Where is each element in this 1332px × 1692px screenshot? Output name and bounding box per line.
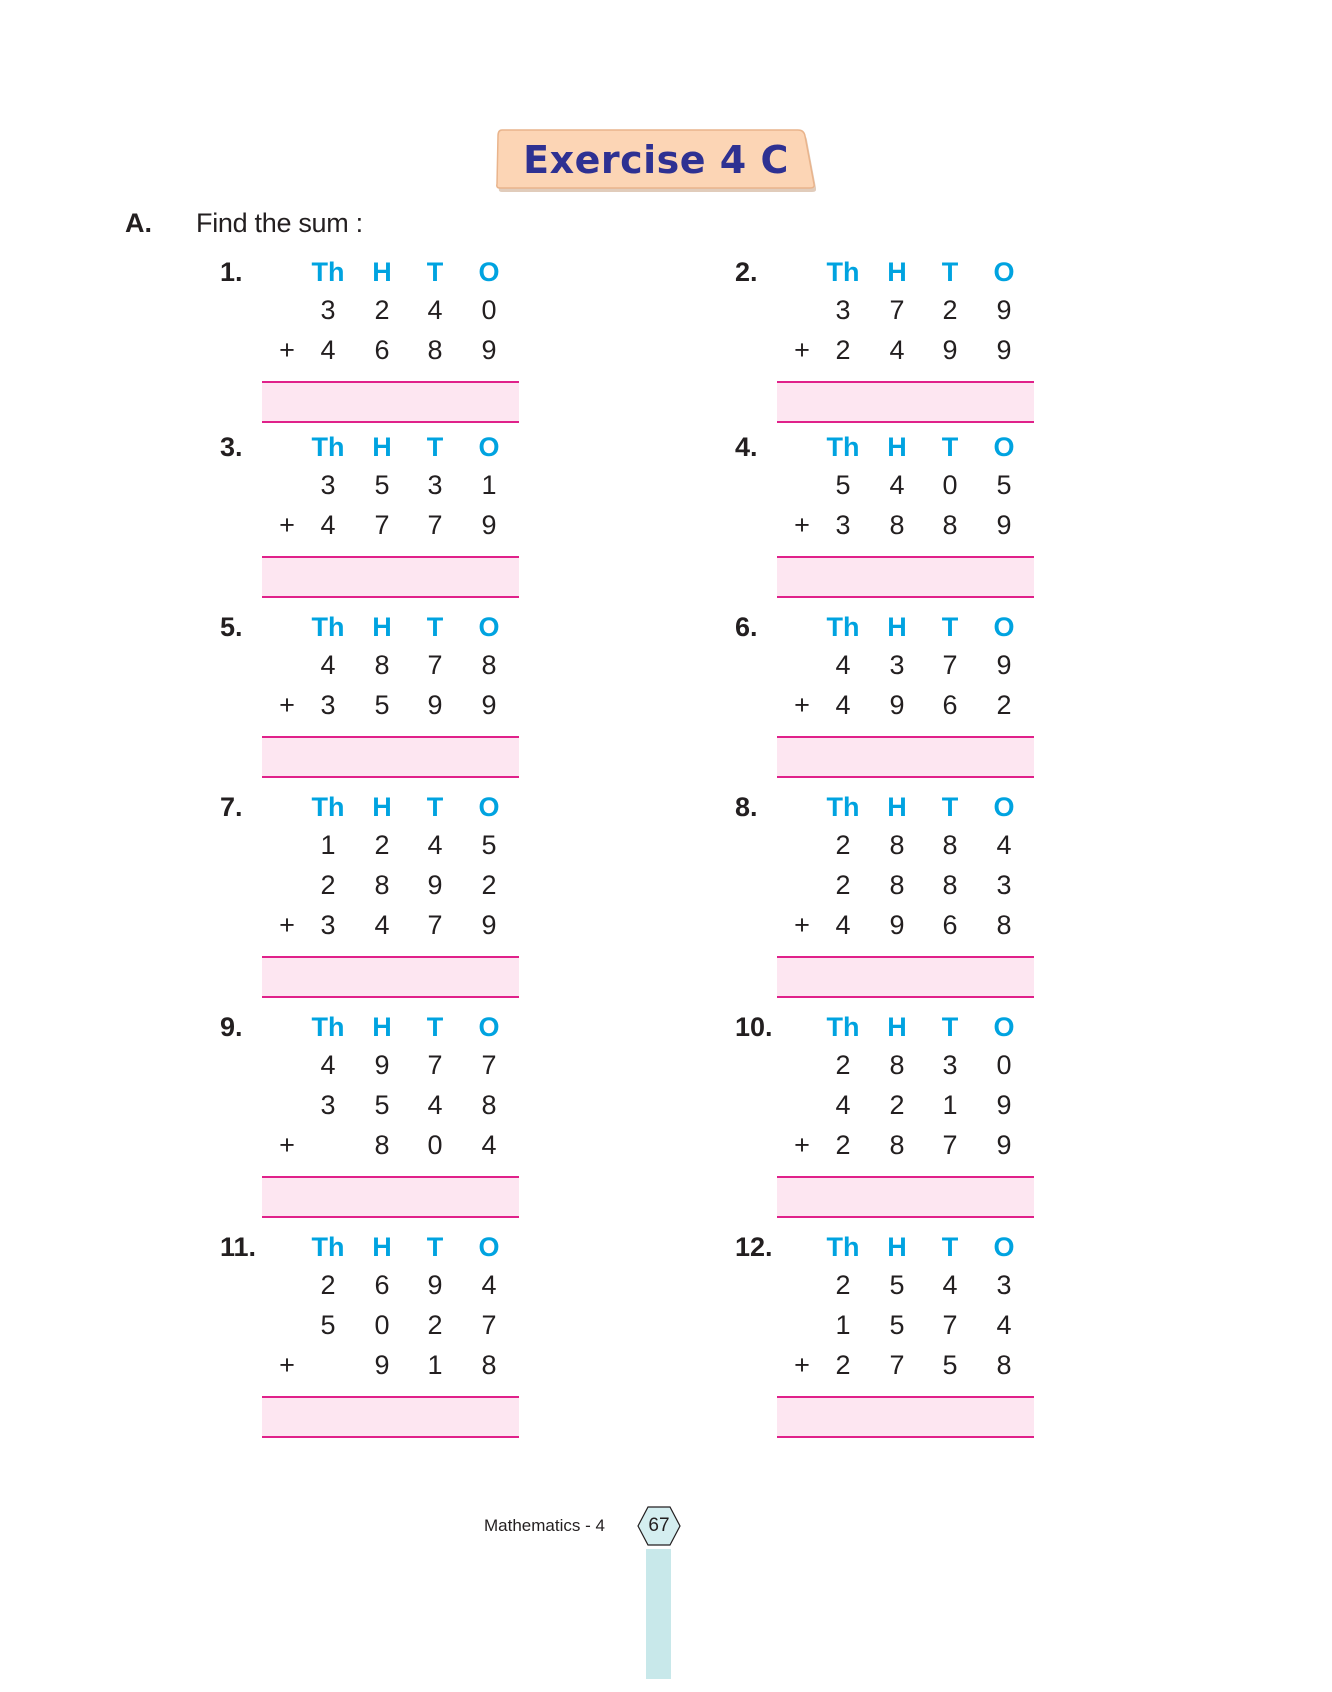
plus-sign: + xyxy=(794,510,810,540)
place-value-header xyxy=(735,430,1215,464)
digit: 9 xyxy=(481,510,497,540)
digit: 9 xyxy=(427,870,443,900)
digit: 1 xyxy=(835,1310,851,1340)
digit: 9 xyxy=(996,510,1012,540)
place-value-label: Th xyxy=(826,612,860,642)
digit: 1 xyxy=(427,1350,443,1380)
addend-row xyxy=(220,868,700,902)
digit: 4 xyxy=(996,830,1012,860)
digit: 4 xyxy=(481,1130,497,1160)
digit: 2 xyxy=(481,870,497,900)
addend-row xyxy=(220,1048,700,1082)
digit: 4 xyxy=(374,910,390,940)
addend-row xyxy=(220,508,700,542)
digit: 3 xyxy=(320,910,336,940)
digit: 3 xyxy=(996,870,1012,900)
place-value-header xyxy=(735,790,1215,824)
digit: 4 xyxy=(427,830,443,860)
answer-box[interactable] xyxy=(777,556,1034,598)
digit: 0 xyxy=(427,1130,443,1160)
digit: 8 xyxy=(374,870,390,900)
digit: 2 xyxy=(835,830,851,860)
digit: 8 xyxy=(481,1350,497,1380)
problem-number: 2. xyxy=(735,257,758,287)
digit: 8 xyxy=(481,650,497,680)
place-value-label: Th xyxy=(826,257,860,287)
place-value-header xyxy=(735,1230,1215,1264)
place-value-header xyxy=(220,1010,700,1044)
digit: 4 xyxy=(427,1090,443,1120)
plus-sign: + xyxy=(279,335,295,365)
plus-sign: + xyxy=(279,690,295,720)
problem-number: 3. xyxy=(220,432,243,462)
digit: 4 xyxy=(320,510,336,540)
place-value-label: H xyxy=(372,432,392,462)
addend-row xyxy=(735,293,1215,327)
plus-sign: + xyxy=(279,1130,295,1160)
problem-number: 11. xyxy=(220,1232,257,1262)
place-value-label: O xyxy=(478,1232,500,1262)
digit: 2 xyxy=(374,830,390,860)
place-value-label: H xyxy=(372,257,392,287)
place-value-label: Th xyxy=(311,432,345,462)
place-value-label: T xyxy=(426,257,444,287)
digit: 2 xyxy=(835,870,851,900)
digit: 9 xyxy=(427,690,443,720)
digit: 4 xyxy=(996,1310,1012,1340)
place-value-label: T xyxy=(941,1012,959,1042)
answer-box[interactable] xyxy=(777,1396,1034,1438)
digit: 7 xyxy=(942,1310,958,1340)
addend-row xyxy=(735,1308,1215,1342)
problem-number: 8. xyxy=(735,792,758,822)
place-value-label: H xyxy=(372,792,392,822)
digit: 4 xyxy=(942,1270,958,1300)
digit: 8 xyxy=(996,1350,1012,1380)
digit: 8 xyxy=(427,335,443,365)
place-value-label: T xyxy=(941,792,959,822)
place-value-label: Th xyxy=(826,792,860,822)
addend-row xyxy=(735,1088,1215,1122)
digit: 9 xyxy=(889,910,905,940)
answer-box[interactable] xyxy=(262,381,519,423)
digit: 7 xyxy=(889,1350,905,1380)
place-value-label: T xyxy=(941,432,959,462)
digit: 8 xyxy=(374,1130,390,1160)
digit: 7 xyxy=(427,910,443,940)
digit: 7 xyxy=(481,1310,497,1340)
digit: 2 xyxy=(835,335,851,365)
digit: 5 xyxy=(889,1310,905,1340)
plus-sign: + xyxy=(794,1130,810,1160)
place-value-label: O xyxy=(478,432,500,462)
place-value-label: O xyxy=(478,612,500,642)
problem-number: 7. xyxy=(220,792,243,822)
plus-sign: + xyxy=(794,690,810,720)
place-value-label: O xyxy=(993,257,1015,287)
digit: 8 xyxy=(374,650,390,680)
digit: 8 xyxy=(942,830,958,860)
digit: 1 xyxy=(320,830,336,860)
digit: 8 xyxy=(481,1090,497,1120)
digit: 5 xyxy=(320,1310,336,1340)
digit: 6 xyxy=(942,910,958,940)
answer-box[interactable] xyxy=(262,556,519,598)
digit: 0 xyxy=(996,1050,1012,1080)
place-value-label: H xyxy=(887,1232,907,1262)
digit: 3 xyxy=(835,295,851,325)
digit: 5 xyxy=(481,830,497,860)
addend-row xyxy=(220,908,700,942)
place-value-label: O xyxy=(478,1012,500,1042)
digit: 2 xyxy=(320,1270,336,1300)
place-value-label: Th xyxy=(311,1232,345,1262)
place-value-label: O xyxy=(478,257,500,287)
digit: 5 xyxy=(374,1090,390,1120)
digit: 4 xyxy=(320,1050,336,1080)
digit: 3 xyxy=(320,690,336,720)
page-number-badge xyxy=(636,1505,682,1547)
digit: 9 xyxy=(889,690,905,720)
addend-row xyxy=(220,1308,700,1342)
place-value-label: O xyxy=(993,792,1015,822)
digit: 8 xyxy=(942,510,958,540)
place-value-label: H xyxy=(887,792,907,822)
addend-row xyxy=(735,908,1215,942)
place-value-label: H xyxy=(887,1012,907,1042)
digit: 9 xyxy=(996,650,1012,680)
digit: 9 xyxy=(427,1270,443,1300)
addend-row xyxy=(735,648,1215,682)
addend-row xyxy=(735,1048,1215,1082)
digit: 7 xyxy=(889,295,905,325)
answer-box[interactable] xyxy=(262,736,519,778)
digit: 9 xyxy=(996,335,1012,365)
digit: 3 xyxy=(320,1090,336,1120)
place-value-label: T xyxy=(426,1012,444,1042)
digit: 5 xyxy=(374,470,390,500)
digit: 3 xyxy=(942,1050,958,1080)
addend-row xyxy=(735,1128,1215,1162)
plus-sign: + xyxy=(279,1350,295,1380)
digit: 1 xyxy=(481,470,497,500)
addend-row xyxy=(735,333,1215,367)
place-value-label: H xyxy=(887,432,907,462)
digit: 1 xyxy=(942,1090,958,1120)
plus-sign: + xyxy=(279,510,295,540)
plus-sign: + xyxy=(279,910,295,940)
digit: 5 xyxy=(374,690,390,720)
digit: 6 xyxy=(942,690,958,720)
place-value-label: Th xyxy=(826,432,860,462)
digit: 4 xyxy=(835,690,851,720)
place-value-header xyxy=(220,255,700,289)
digit: 4 xyxy=(320,650,336,680)
digit: 4 xyxy=(481,1270,497,1300)
digit: 7 xyxy=(427,650,443,680)
problem-number: 9. xyxy=(220,1012,243,1042)
digit: 2 xyxy=(320,870,336,900)
digit: 9 xyxy=(481,690,497,720)
place-value-label: H xyxy=(372,1012,392,1042)
digit: 8 xyxy=(942,870,958,900)
digit: 4 xyxy=(427,295,443,325)
addend-row xyxy=(220,1088,700,1122)
digit: 3 xyxy=(427,470,443,500)
addend-row xyxy=(220,468,700,502)
digit: 3 xyxy=(889,650,905,680)
digit: 3 xyxy=(996,1270,1012,1300)
place-value-label: O xyxy=(993,1012,1015,1042)
digit: 7 xyxy=(374,510,390,540)
place-value-label: H xyxy=(372,1232,392,1262)
problem-number: 4. xyxy=(735,432,758,462)
section-instruction: Find the sum : xyxy=(196,208,363,238)
addend-row xyxy=(735,508,1215,542)
digit: 0 xyxy=(942,470,958,500)
place-value-header xyxy=(735,1010,1215,1044)
place-value-label: O xyxy=(993,432,1015,462)
answer-box[interactable] xyxy=(777,381,1034,423)
digit: 4 xyxy=(835,650,851,680)
addend-row xyxy=(220,293,700,327)
addend-row xyxy=(220,688,700,722)
place-value-label: H xyxy=(372,612,392,642)
digit: 8 xyxy=(889,1050,905,1080)
digit: 9 xyxy=(996,1090,1012,1120)
digit: 5 xyxy=(835,470,851,500)
digit: 9 xyxy=(996,295,1012,325)
plus-sign: + xyxy=(794,335,810,365)
digit: 9 xyxy=(481,910,497,940)
digit: 9 xyxy=(481,335,497,365)
problem-number: 10. xyxy=(735,1012,773,1042)
digit: 8 xyxy=(889,870,905,900)
place-value-label: T xyxy=(941,257,959,287)
place-value-header xyxy=(220,610,700,644)
place-value-header xyxy=(220,790,700,824)
addend-row xyxy=(220,1268,700,1302)
digit: 8 xyxy=(889,510,905,540)
digit: 2 xyxy=(835,1270,851,1300)
place-value-label: T xyxy=(426,1232,444,1262)
digit: 4 xyxy=(889,470,905,500)
digit: 2 xyxy=(835,1050,851,1080)
place-value-label: T xyxy=(426,612,444,642)
digit: 2 xyxy=(374,295,390,325)
digit: 8 xyxy=(889,830,905,860)
addend-row xyxy=(220,333,700,367)
answer-box[interactable] xyxy=(262,956,519,998)
problem-number: 6. xyxy=(735,612,758,642)
page-number: 67 xyxy=(648,1515,670,1536)
digit: 2 xyxy=(889,1090,905,1120)
digit: 3 xyxy=(320,295,336,325)
addend-row xyxy=(220,648,700,682)
digit: 7 xyxy=(481,1050,497,1080)
digit: 2 xyxy=(942,295,958,325)
digit: 0 xyxy=(481,295,497,325)
place-value-label: Th xyxy=(311,257,345,287)
place-value-header xyxy=(220,430,700,464)
addend-row xyxy=(735,868,1215,902)
place-value-label: Th xyxy=(311,792,345,822)
place-value-label: T xyxy=(941,612,959,642)
digit: 7 xyxy=(427,510,443,540)
digit: 8 xyxy=(889,1130,905,1160)
addend-row xyxy=(220,1348,700,1382)
place-value-header xyxy=(735,255,1215,289)
place-value-label: O xyxy=(993,612,1015,642)
digit: 9 xyxy=(996,1130,1012,1160)
digit: 9 xyxy=(942,335,958,365)
place-value-label: T xyxy=(941,1232,959,1262)
digit: 4 xyxy=(835,1090,851,1120)
place-value-label: T xyxy=(426,792,444,822)
digit: 8 xyxy=(996,910,1012,940)
place-value-label: H xyxy=(887,257,907,287)
section-label: A. xyxy=(125,208,152,238)
digit: 3 xyxy=(835,510,851,540)
place-value-label: Th xyxy=(826,1012,860,1042)
digit: 2 xyxy=(427,1310,443,1340)
digit: 7 xyxy=(942,650,958,680)
digit: 6 xyxy=(374,1270,390,1300)
digit: 2 xyxy=(835,1350,851,1380)
place-value-label: O xyxy=(478,792,500,822)
digit: 0 xyxy=(374,1310,390,1340)
answer-box[interactable] xyxy=(777,736,1034,778)
answer-box[interactable] xyxy=(262,1176,519,1218)
addend-row xyxy=(735,688,1215,722)
place-value-label: Th xyxy=(826,1232,860,1262)
problem-number: 12. xyxy=(735,1232,773,1262)
footer-book-title: Mathematics - 4 xyxy=(484,1516,605,1535)
place-value-label: T xyxy=(426,432,444,462)
exercise-title: Exercise 4 C xyxy=(523,138,789,182)
digit: 5 xyxy=(889,1270,905,1300)
digit: 9 xyxy=(374,1050,390,1080)
digit: 2 xyxy=(996,690,1012,720)
addend-row xyxy=(735,468,1215,502)
place-value-label: H xyxy=(887,612,907,642)
plus-sign: + xyxy=(794,1350,810,1380)
place-value-header xyxy=(735,610,1215,644)
answer-box[interactable] xyxy=(777,1176,1034,1218)
problem-number: 5. xyxy=(220,612,243,642)
exercise-title-tab xyxy=(496,128,816,192)
addend-row xyxy=(735,1348,1215,1382)
answer-box[interactable] xyxy=(262,1396,519,1438)
digit: 3 xyxy=(320,470,336,500)
plus-sign: + xyxy=(794,910,810,940)
addend-row xyxy=(220,828,700,862)
digit: 5 xyxy=(942,1350,958,1380)
place-value-label: Th xyxy=(311,1012,345,1042)
addend-row xyxy=(220,1128,700,1162)
digit: 4 xyxy=(889,335,905,365)
digit: 4 xyxy=(320,335,336,365)
place-value-label: O xyxy=(993,1232,1015,1262)
place-value-label: Th xyxy=(311,612,345,642)
problem-number: 1. xyxy=(220,257,243,287)
answer-box[interactable] xyxy=(777,956,1034,998)
addend-row xyxy=(735,828,1215,862)
page-tab-bar xyxy=(646,1549,671,1679)
place-value-header xyxy=(220,1230,700,1264)
digit: 6 xyxy=(374,335,390,365)
digit: 2 xyxy=(835,1130,851,1160)
digit: 7 xyxy=(427,1050,443,1080)
digit: 5 xyxy=(996,470,1012,500)
addend-row xyxy=(735,1268,1215,1302)
digit: 9 xyxy=(374,1350,390,1380)
digit: 4 xyxy=(835,910,851,940)
digit: 7 xyxy=(942,1130,958,1160)
